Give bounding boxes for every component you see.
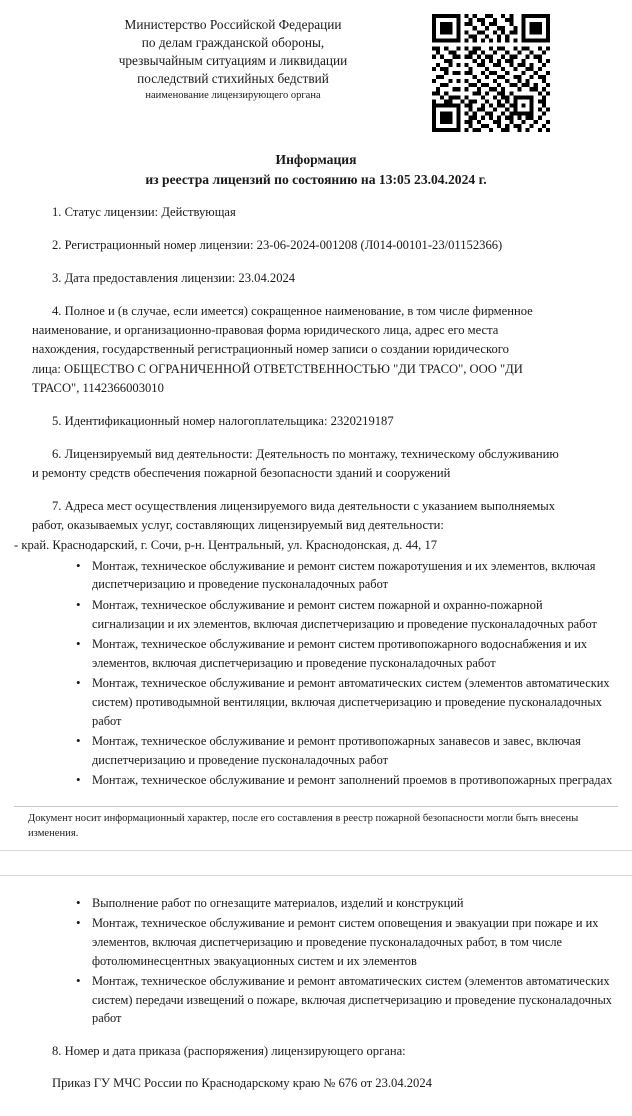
field-order-line-1: 8. Номер и дата приказа (распоряжения) лицензирующего органа:	[52, 1043, 406, 1058]
field-status-text: 1. Статус лицензии: Действующая	[52, 204, 236, 219]
sheet-2	[0, 876, 632, 1116]
title-line-2: из реестра лицензий по состоянию на 13:05 23.04.2024 г.	[145, 172, 487, 188]
list-item: • Монтаж, техническое обслуживание и ремонт систем пожаротушения и их элементов, включая диспетчеризацию и проведение пусконаладочных работ	[90, 557, 618, 594]
field-legal-entity-name	[14, 302, 618, 398]
list-item: • Монтаж, техническое обслуживание и ремонт автоматических систем (элементов автоматических систем) передачи извещений о пожаре, включая диспетчеризацию и проведение пусконаладочных работ	[90, 972, 618, 1028]
field-addresses-line-2: работ, оказываемых услуг, составляющих лицензируемый вид деятельности:	[32, 518, 444, 533]
field-activity-type	[14, 445, 618, 483]
field-inn-text: 5. Идентификационный номер налогоплательщика: 2320219187	[52, 413, 394, 428]
field-inn	[14, 412, 618, 431]
authority-line-4: последствий стихийных бедствий	[137, 70, 329, 86]
field-name-line-1: 4. Полное и (в случае, если имеется) сокращенное наименование, в том числе фирменное	[52, 304, 533, 319]
authority-line-2: по делам гражданской обороны,	[141, 34, 325, 50]
field-addresses	[14, 497, 618, 790]
list-item: • Монтаж, техническое обслуживание и ремонт заполнений проемов в противопожарных преградах	[90, 771, 618, 790]
list-item: • Выполнение работ по огнезащите материалов, изделий и конструкций	[90, 894, 618, 913]
field-name-line-4: лица: ОБЩЕСТВО С ОГРАНИЧЕННОЙ ОТВЕТСТВЕННОСТЬЮ "ДИ ТРАСО", ООО "ДИ	[32, 361, 523, 376]
informational-note: Документ носит информационный характер, после его составления в реестр пожарной безопасности могли быть внесены изменения.	[14, 806, 618, 842]
field-order-line-2: Приказ ГУ МЧС России по Краснодарскому краю № 676 от 23.04.2024	[52, 1076, 432, 1091]
field-date-granted	[14, 269, 618, 288]
field-activity-line-1: 6. Лицензируемый вид деятельности: Деятельность по монтажу, техническому обслуживанию	[52, 447, 559, 462]
authority-caption: наименование лицензирующего органа	[145, 89, 321, 101]
field-status	[14, 203, 618, 222]
works-list-page-1	[14, 557, 618, 790]
page-break	[0, 850, 632, 876]
field-address-value: - край. Краснодарский, г. Сочи, р-н. Центральный, ул. Краснодонская, д. 44, 17	[14, 537, 438, 552]
authority-line-3: чрезвычайным ситуациям и ликвидации	[118, 52, 348, 68]
works-list-page-2	[14, 894, 618, 1028]
list-item: • Монтаж, техническое обслуживание и ремонт систем оповещения и эвакуации при пожаре и их элементов, включая диспетчеризацию и проведение пусконаладочных работ, в том числе фотолюминесцентных эвакуационных систем и их элементов	[90, 914, 618, 970]
list-item: • Монтаж, техническое обслуживание и ремонт систем противопожарного водоснабжения и их элементов, включая диспетчеризацию и проведение пусконаладочных работ	[90, 635, 618, 672]
field-name-line-2: наименование, и организационно-правовая форма юридического лица, адрес его места	[32, 323, 499, 338]
qr-code-icon	[432, 14, 550, 132]
authority-line-1: Министерство Российской Федерации	[124, 17, 342, 32]
field-registration-number	[14, 236, 618, 255]
license-fields	[14, 203, 618, 790]
qr-code-container	[432, 14, 550, 132]
field-order-number-date	[14, 1042, 618, 1094]
field-date-granted-text: 3. Дата предоставления лицензии: 23.04.2024	[52, 271, 296, 286]
document-title	[14, 150, 618, 191]
field-name-line-5: ТРАСО", 1142366003010	[32, 380, 164, 395]
field-addresses-line-1: 7. Адреса мест осуществления лицензируемого вида деятельности с указанием выполняемых	[52, 499, 556, 514]
document-header	[14, 14, 618, 132]
field-activity-line-2: и ремонту средств обеспечения пожарной безопасности зданий и сооружений	[32, 466, 451, 481]
field-registration-number-text: 2. Регистрационный номер лицензии: 23-06-2024-001208 (Л014-00101-23/01152366)	[52, 237, 503, 252]
list-item: • Монтаж, техническое обслуживание и ремонт систем пожарной и охранно-пожарной сигнализации и их элементов, включая диспетчеризацию и проведение пусконаладочных работ	[90, 596, 618, 633]
licensing-authority-block	[14, 14, 422, 103]
title-line-1: Информация	[275, 152, 357, 167]
field-name-line-3: нахождения, государственный регистрационный номер записи о создании юридического	[32, 342, 509, 357]
list-item: • Монтаж, техническое обслуживание и ремонт автоматических систем (элементов автоматических систем) противодымной вентиляции, включая диспетчеризацию и проведение пусконаладочных работ	[90, 674, 618, 730]
list-item: • Монтаж, техническое обслуживание и ремонт противопожарных занавесов и завес, включая диспетчеризацию и проведение пусконаладочных работ	[90, 732, 618, 769]
